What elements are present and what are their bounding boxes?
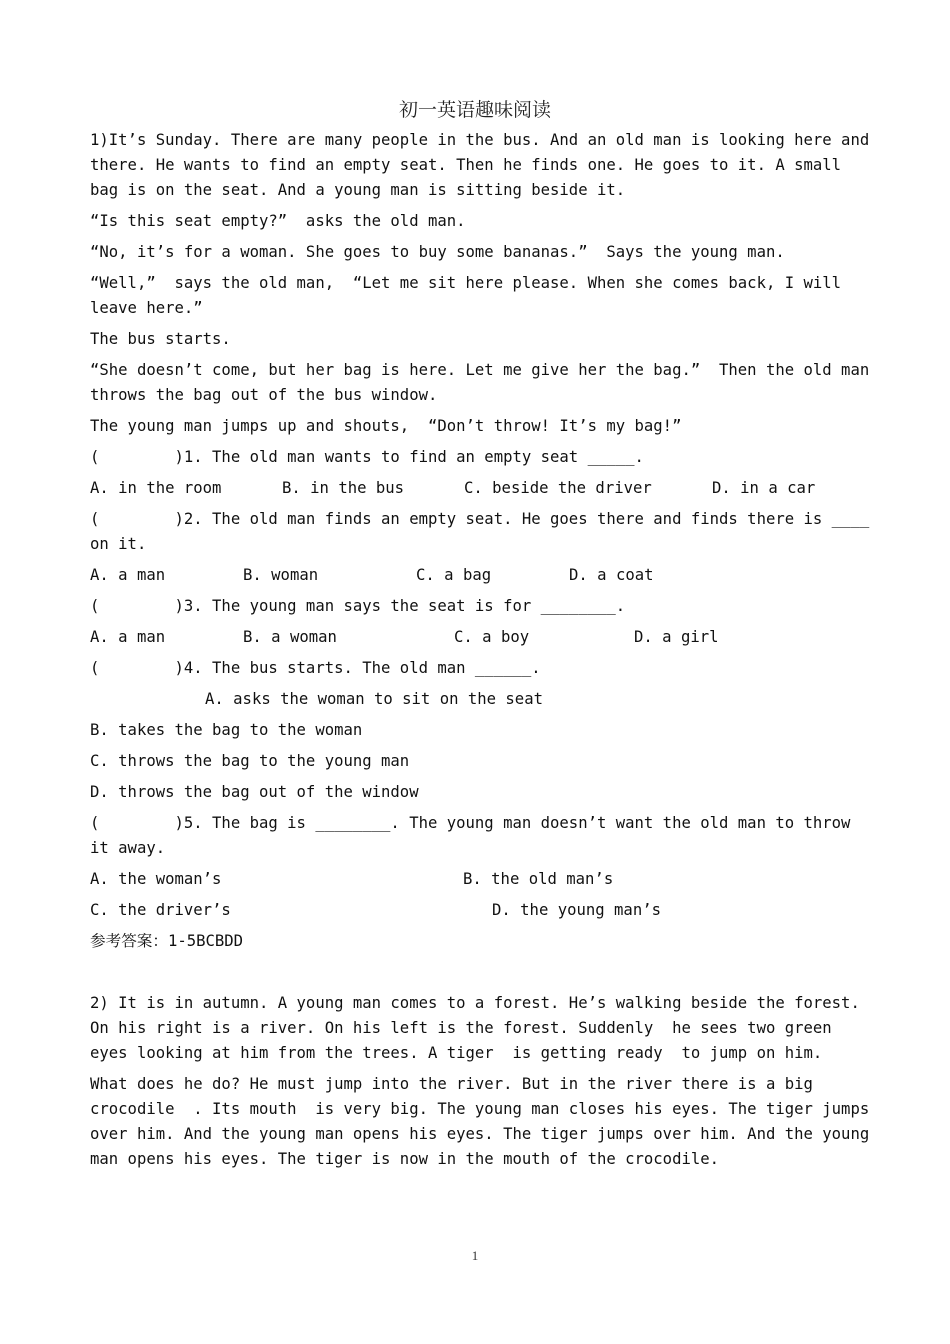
question-3: ( )3. The young man says the seat is for ________. xyxy=(90,597,626,615)
question-4: ( )4. The bus starts. The old man ______. xyxy=(90,659,541,677)
answer-key: 参考答案：1-5BCBDD xyxy=(90,932,244,950)
question-1: ( )1. The old man wants to find an empty seat _____. xyxy=(90,448,644,466)
page-title: 初一英语趣味阅读 xyxy=(398,99,551,121)
option: C. a bag xyxy=(416,566,492,584)
passage1-paragraph: “Is this seat empty?” asks the old man. xyxy=(90,212,466,230)
question-2-options xyxy=(90,563,870,588)
passage2-paragraph: What does he do? He must jump into the river. But in the river there is a big crocodile . Its mouth is very big. The young man closes his eyes. The tiger jumps over him. And the young man opens his eyes. The tiger jumps over him. And the young man opens his eyes. The tiger is now in the mouth of the crocodile. xyxy=(90,1075,879,1168)
option: D. in a car xyxy=(712,479,816,497)
option: D. the young man’s xyxy=(492,901,661,919)
option: D. a girl xyxy=(634,628,719,646)
passage1-paragraph: “She doesn’t come, but her bag is here. Let me give her the bag.” Then the old man throws the bag out of the bus window. xyxy=(90,361,879,404)
question-1-options xyxy=(90,476,870,501)
option: B. in the bus xyxy=(282,479,405,497)
question-5-options-cd xyxy=(90,898,870,923)
passage1-paragraph: “Well,” says the old man, “Let me sit here please. When she comes back, I will leave here.” xyxy=(90,274,860,317)
question-2: ( )2. The old man finds an empty seat. He goes there and finds there is ____ on it. xyxy=(90,510,879,553)
option: B. takes the bag to the woman xyxy=(90,721,363,739)
option: C. the driver’s xyxy=(90,901,231,919)
option: C. beside the driver xyxy=(464,479,652,497)
passage1-paragraph: The young man jumps up and shouts, “Don’t throw! It’s my bag!” xyxy=(90,417,682,435)
passage1-paragraph: “No, it’s for a woman. She goes to buy some bananas.” Says the young man. xyxy=(90,243,785,261)
spacer xyxy=(90,960,870,991)
option: C. a boy xyxy=(454,628,530,646)
option: C. throws the bag to the young man xyxy=(90,752,410,770)
option: B. the old man’s xyxy=(463,870,614,888)
question-3-options xyxy=(90,625,870,650)
option: B. a woman xyxy=(243,628,337,646)
option: D. a coat xyxy=(569,566,654,584)
option: B. woman xyxy=(243,566,319,584)
option: D. throws the bag out of the window xyxy=(90,783,419,801)
document-body xyxy=(90,128,879,1178)
option: A. a man xyxy=(90,628,166,646)
option: A. a man xyxy=(90,566,166,584)
passage1-paragraph: 1)It’s Sunday. There are many people in the bus. And an old man is looking here and there. He wants to find an empty seat. Then he finds one. He goes to it. A small bag is on the seat. And a young man is sitting beside it. xyxy=(90,131,879,199)
option: A. the woman’s xyxy=(90,870,222,888)
option: A. asks the woman to sit on the seat xyxy=(205,690,543,708)
question-5-options-ab xyxy=(90,867,870,892)
passage2-paragraph: 2) It is in autumn. A young man comes to a forest. He’s walking beside the forest. On his right is a river. On his left is the forest. Suddenly he sees two green eyes looking at him from the trees. A tiger is getting ready to jump on him. xyxy=(90,994,870,1062)
passage1-paragraph: The bus starts. xyxy=(90,330,231,348)
question-5: ( )5. The bag is ________. The young man doesn’t want the old man to throw it away. xyxy=(90,814,860,857)
page-number: 1 xyxy=(471,1248,479,1263)
option: A. in the room xyxy=(90,479,222,497)
